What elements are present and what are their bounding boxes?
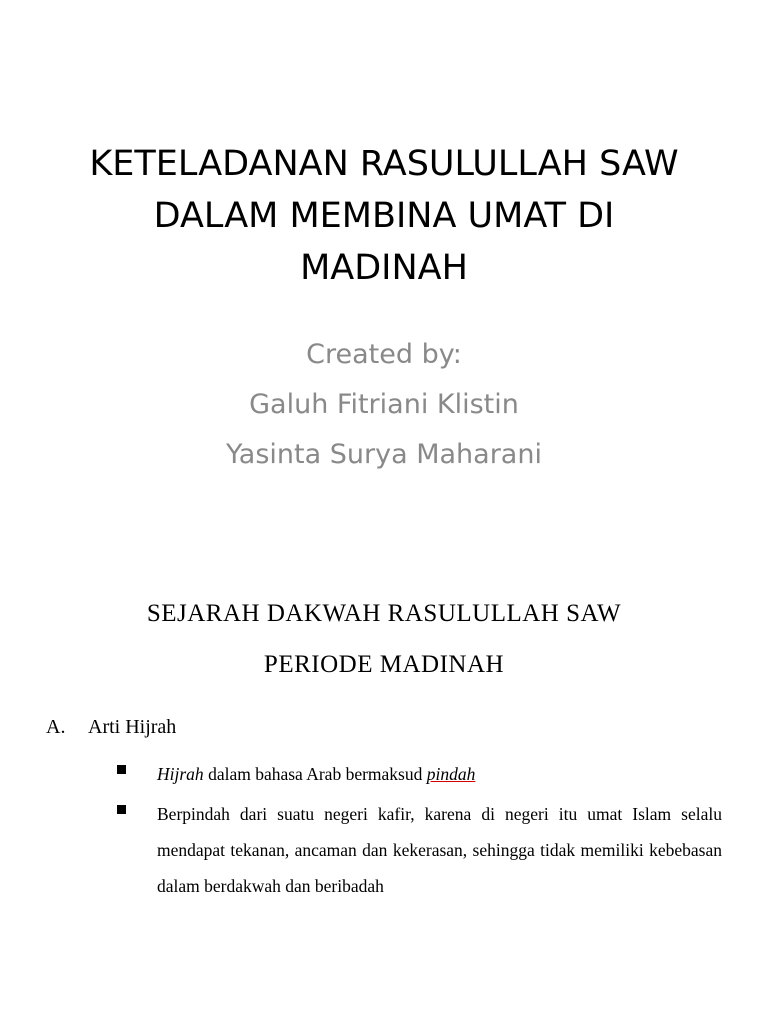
slide-title-line-3: MADINAH xyxy=(300,248,468,288)
section-label: Arti Hijrah xyxy=(88,716,177,738)
credits-block xyxy=(0,330,768,480)
slide-heading-line-2: PERIODE MADINAH xyxy=(263,651,505,678)
slide-title xyxy=(60,138,708,294)
section-heading xyxy=(46,713,176,741)
slide-heading xyxy=(0,588,768,690)
slide-title-line-2: DALAM MEMBINA UMAT DI xyxy=(153,196,615,236)
square-bullet-icon xyxy=(117,765,126,774)
bullet-text xyxy=(157,764,475,784)
keyword-pindah: pindah xyxy=(426,764,476,784)
slide-title-line-1: KETELADANAN RASULULLAH SAW xyxy=(89,144,679,184)
section-letter: A. xyxy=(46,716,66,738)
created-by-label: Created by: xyxy=(306,339,462,370)
bullet-text: Berpindah dari suatu negeri kafir, karena di negeri itu umat Islam selalu mendapat tekanan, ancaman dan kekerasan, sehingga tidak memiliki kebebasan dalam berdakwah dan beribadah xyxy=(157,804,722,896)
list-item xyxy=(112,796,722,904)
content-slide xyxy=(0,560,768,1024)
bullet-middle-text: dalam bahasa Arab bermaksud xyxy=(203,764,427,784)
slide-heading-line-1: SEJARAH DAKWAH RASULULLAH SAW xyxy=(146,600,622,627)
author-name-1: Galuh Fitriani Klistin xyxy=(249,389,519,420)
square-bullet-icon xyxy=(117,805,126,814)
bullet-list xyxy=(112,756,722,908)
author-name-2: Yasinta Surya Maharani xyxy=(226,439,542,470)
list-item xyxy=(112,756,722,792)
term-hijrah: Hijrah xyxy=(157,764,204,784)
